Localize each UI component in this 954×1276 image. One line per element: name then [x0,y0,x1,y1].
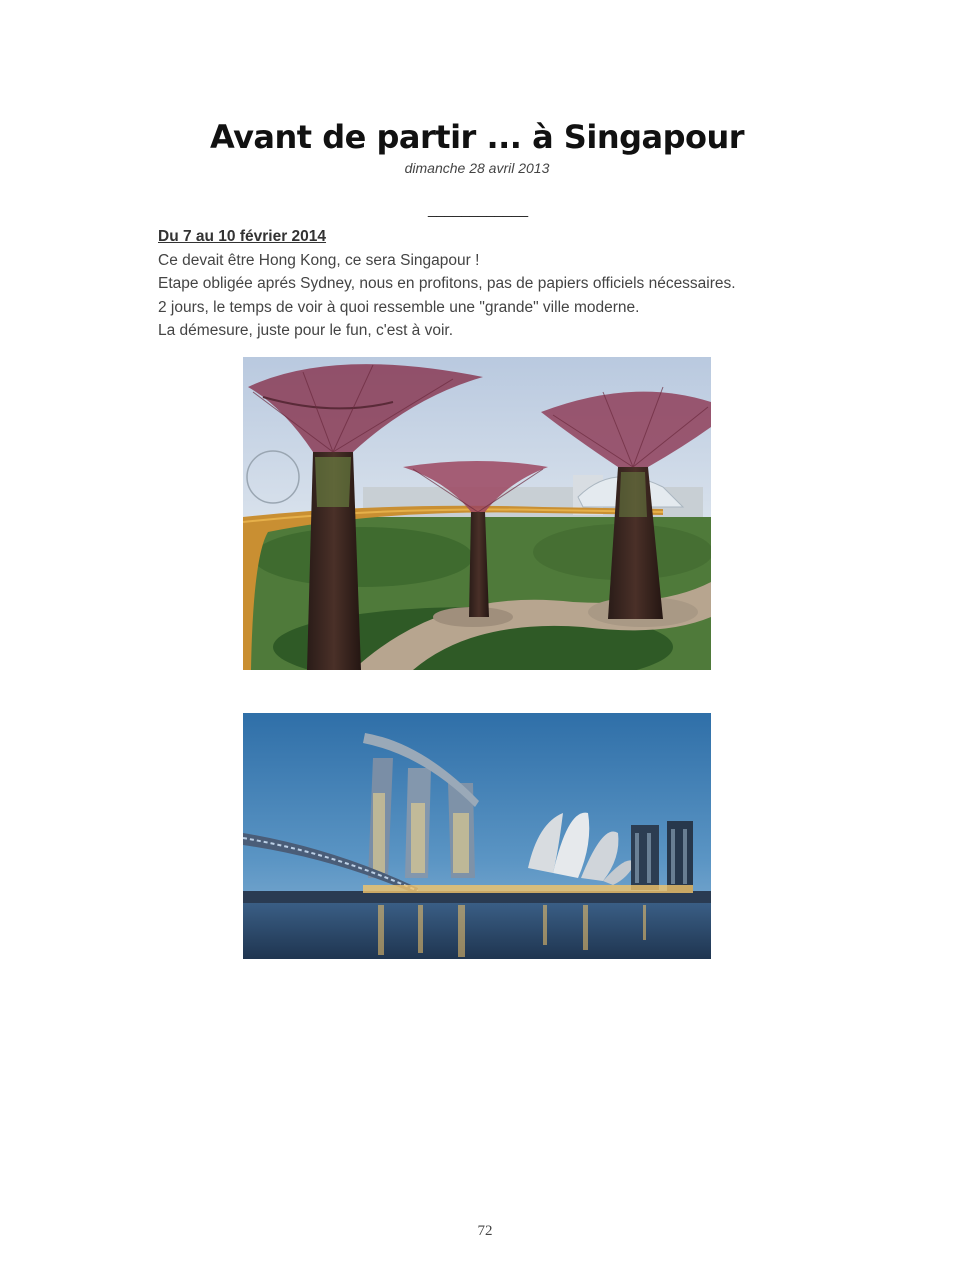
page-title: Avant de partir ... à Singapour [209,118,745,156]
divider: ____________ [427,201,529,218]
paragraph-2: Etape obligée aprés Sydney, nous en profitons, pas de papiers officiels nécessaires. [158,275,736,292]
article-body [158,225,858,343]
post-date: dimanche 28 avril 2013 [404,160,550,176]
subheading: Du 7 au 10 février 2014 [158,228,327,245]
page-number: 72 [477,1223,493,1239]
paragraph-4: La démesure, juste pour le fun, c'est à voir. [158,322,454,339]
paragraph-1: Ce devait être Hong Kong, ce sera Singapour ! [158,251,480,269]
marina-bay-photo [243,713,711,959]
paragraph-3: 2 jours, le temps de voir à quoi ressemble une "grande" ville moderne. [158,298,640,316]
supertrees-photo [243,357,711,670]
